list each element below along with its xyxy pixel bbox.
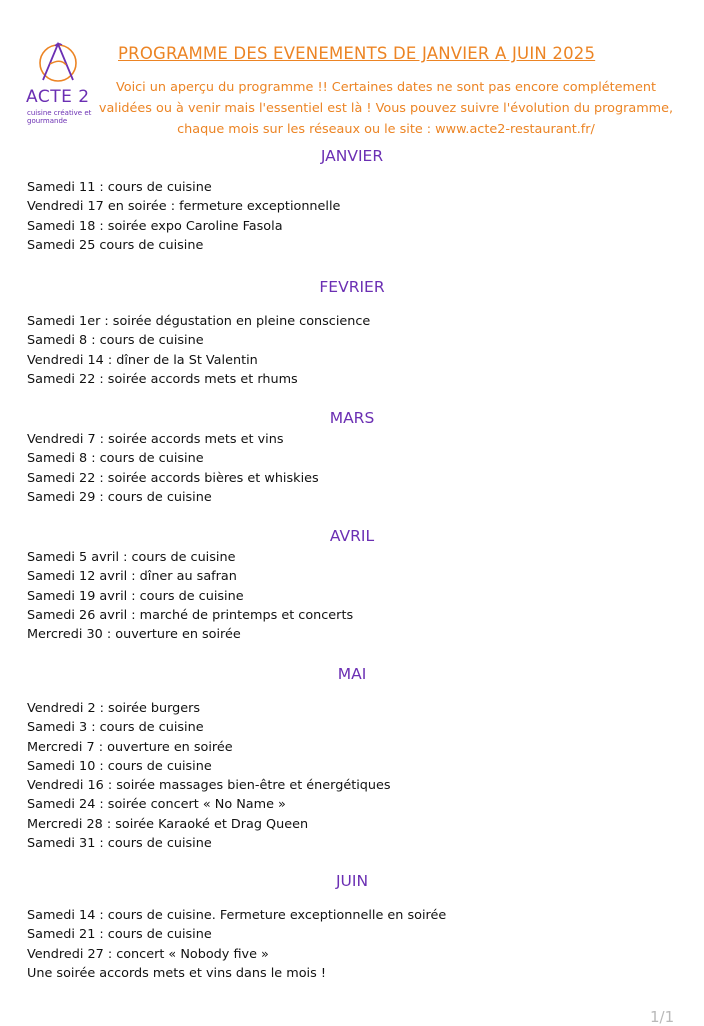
event-item: Samedi 12 avril : dîner au safran (27, 569, 237, 585)
logo-name: ACTE 2 (26, 87, 90, 107)
event-list (27, 312, 370, 389)
logo-tagline: cuisine créative et gourmande (27, 109, 92, 125)
event-item: Vendredi 14 : dîner de la St Valentin (27, 352, 258, 368)
event-list (27, 548, 353, 644)
logo-emblem-icon (35, 40, 81, 86)
event-item: Samedi 26 avril : marché de printemps et concerts (27, 607, 354, 623)
event-list (27, 906, 446, 983)
event-item: Samedi 5 avril : cours de cuisine (27, 550, 236, 565)
event-item: Vendredi 16 : soirée massages bien-être et énergétiques (27, 778, 391, 794)
event-item: Vendredi 7 : soirée accords mets et vins (27, 432, 284, 447)
month-title: MAI (337, 665, 367, 683)
intro-text: Voici un aperçu du programme !! Certaines dates ne sont pas encore complétement validées ou à venir mais l'essentiel est là ! Vous pouvez suivre l'évolution du programme, chaque mois sur les réseaux ou le site : www.acte2-restaurant.fr/ (98, 80, 674, 137)
month-title: JANVIER (320, 147, 384, 165)
month-title: MARS (329, 409, 375, 427)
event-item: Samedi 1er : soirée dégustation en pleine conscience (27, 314, 371, 329)
event-item: Samedi 22 : soirée accords bières et whiskies (27, 470, 319, 486)
event-item: Mercredi 7 : ouverture en soirée (27, 739, 233, 755)
event-item: Samedi 8 : cours de cuisine (27, 451, 204, 467)
event-item: Samedi 10 : cours de cuisine (27, 758, 212, 774)
page-indicator: 1/1 (650, 1008, 675, 1026)
event-item: Samedi 21 : cours de cuisine (27, 927, 212, 943)
event-item: Une soirée accords mets et vins dans le mois ! (27, 965, 326, 981)
event-item: Samedi 3 : cours de cuisine (27, 720, 204, 736)
event-list (27, 699, 391, 853)
event-list (27, 430, 319, 507)
event-item: Vendredi 2 : soirée burgers (27, 701, 201, 716)
event-item: Samedi 11 : cours de cuisine (27, 180, 212, 195)
event-item: Mercredi 28 : soirée Karaoké et Drag Queen (27, 816, 309, 832)
month-title: JUIN (335, 872, 369, 890)
event-item: Mercredi 30 : ouverture en soirée (27, 627, 241, 643)
event-item: Samedi 31 : cours de cuisine (27, 836, 212, 852)
month-title: FEVRIER (319, 278, 385, 296)
event-item: Samedi 22 : soirée accords mets et rhums (27, 371, 298, 387)
event-item: Samedi 29 : cours de cuisine (27, 489, 212, 505)
event-item: Samedi 25 cours de cuisine (27, 237, 204, 253)
event-item: Vendredi 17 en soirée : fermeture exceptionnelle (27, 199, 341, 215)
month-title: AVRIL (329, 527, 375, 545)
event-item: Samedi 19 avril : cours de cuisine (27, 588, 244, 604)
event-item: Samedi 18 : soirée expo Caroline Fasola (27, 218, 283, 234)
event-item: Samedi 14 : cours de cuisine. Fermeture exceptionnelle en soirée (27, 908, 447, 923)
event-list (27, 178, 340, 255)
event-item: Samedi 8 : cours de cuisine (27, 333, 204, 349)
event-item: Vendredi 27 : concert « Nobody five » (27, 946, 269, 962)
page-title: PROGRAMME DES EVENEMENTS DE JANVIER A JUIN 2025 (118, 44, 596, 63)
event-item: Samedi 24 : soirée concert « No Name » (27, 797, 286, 813)
